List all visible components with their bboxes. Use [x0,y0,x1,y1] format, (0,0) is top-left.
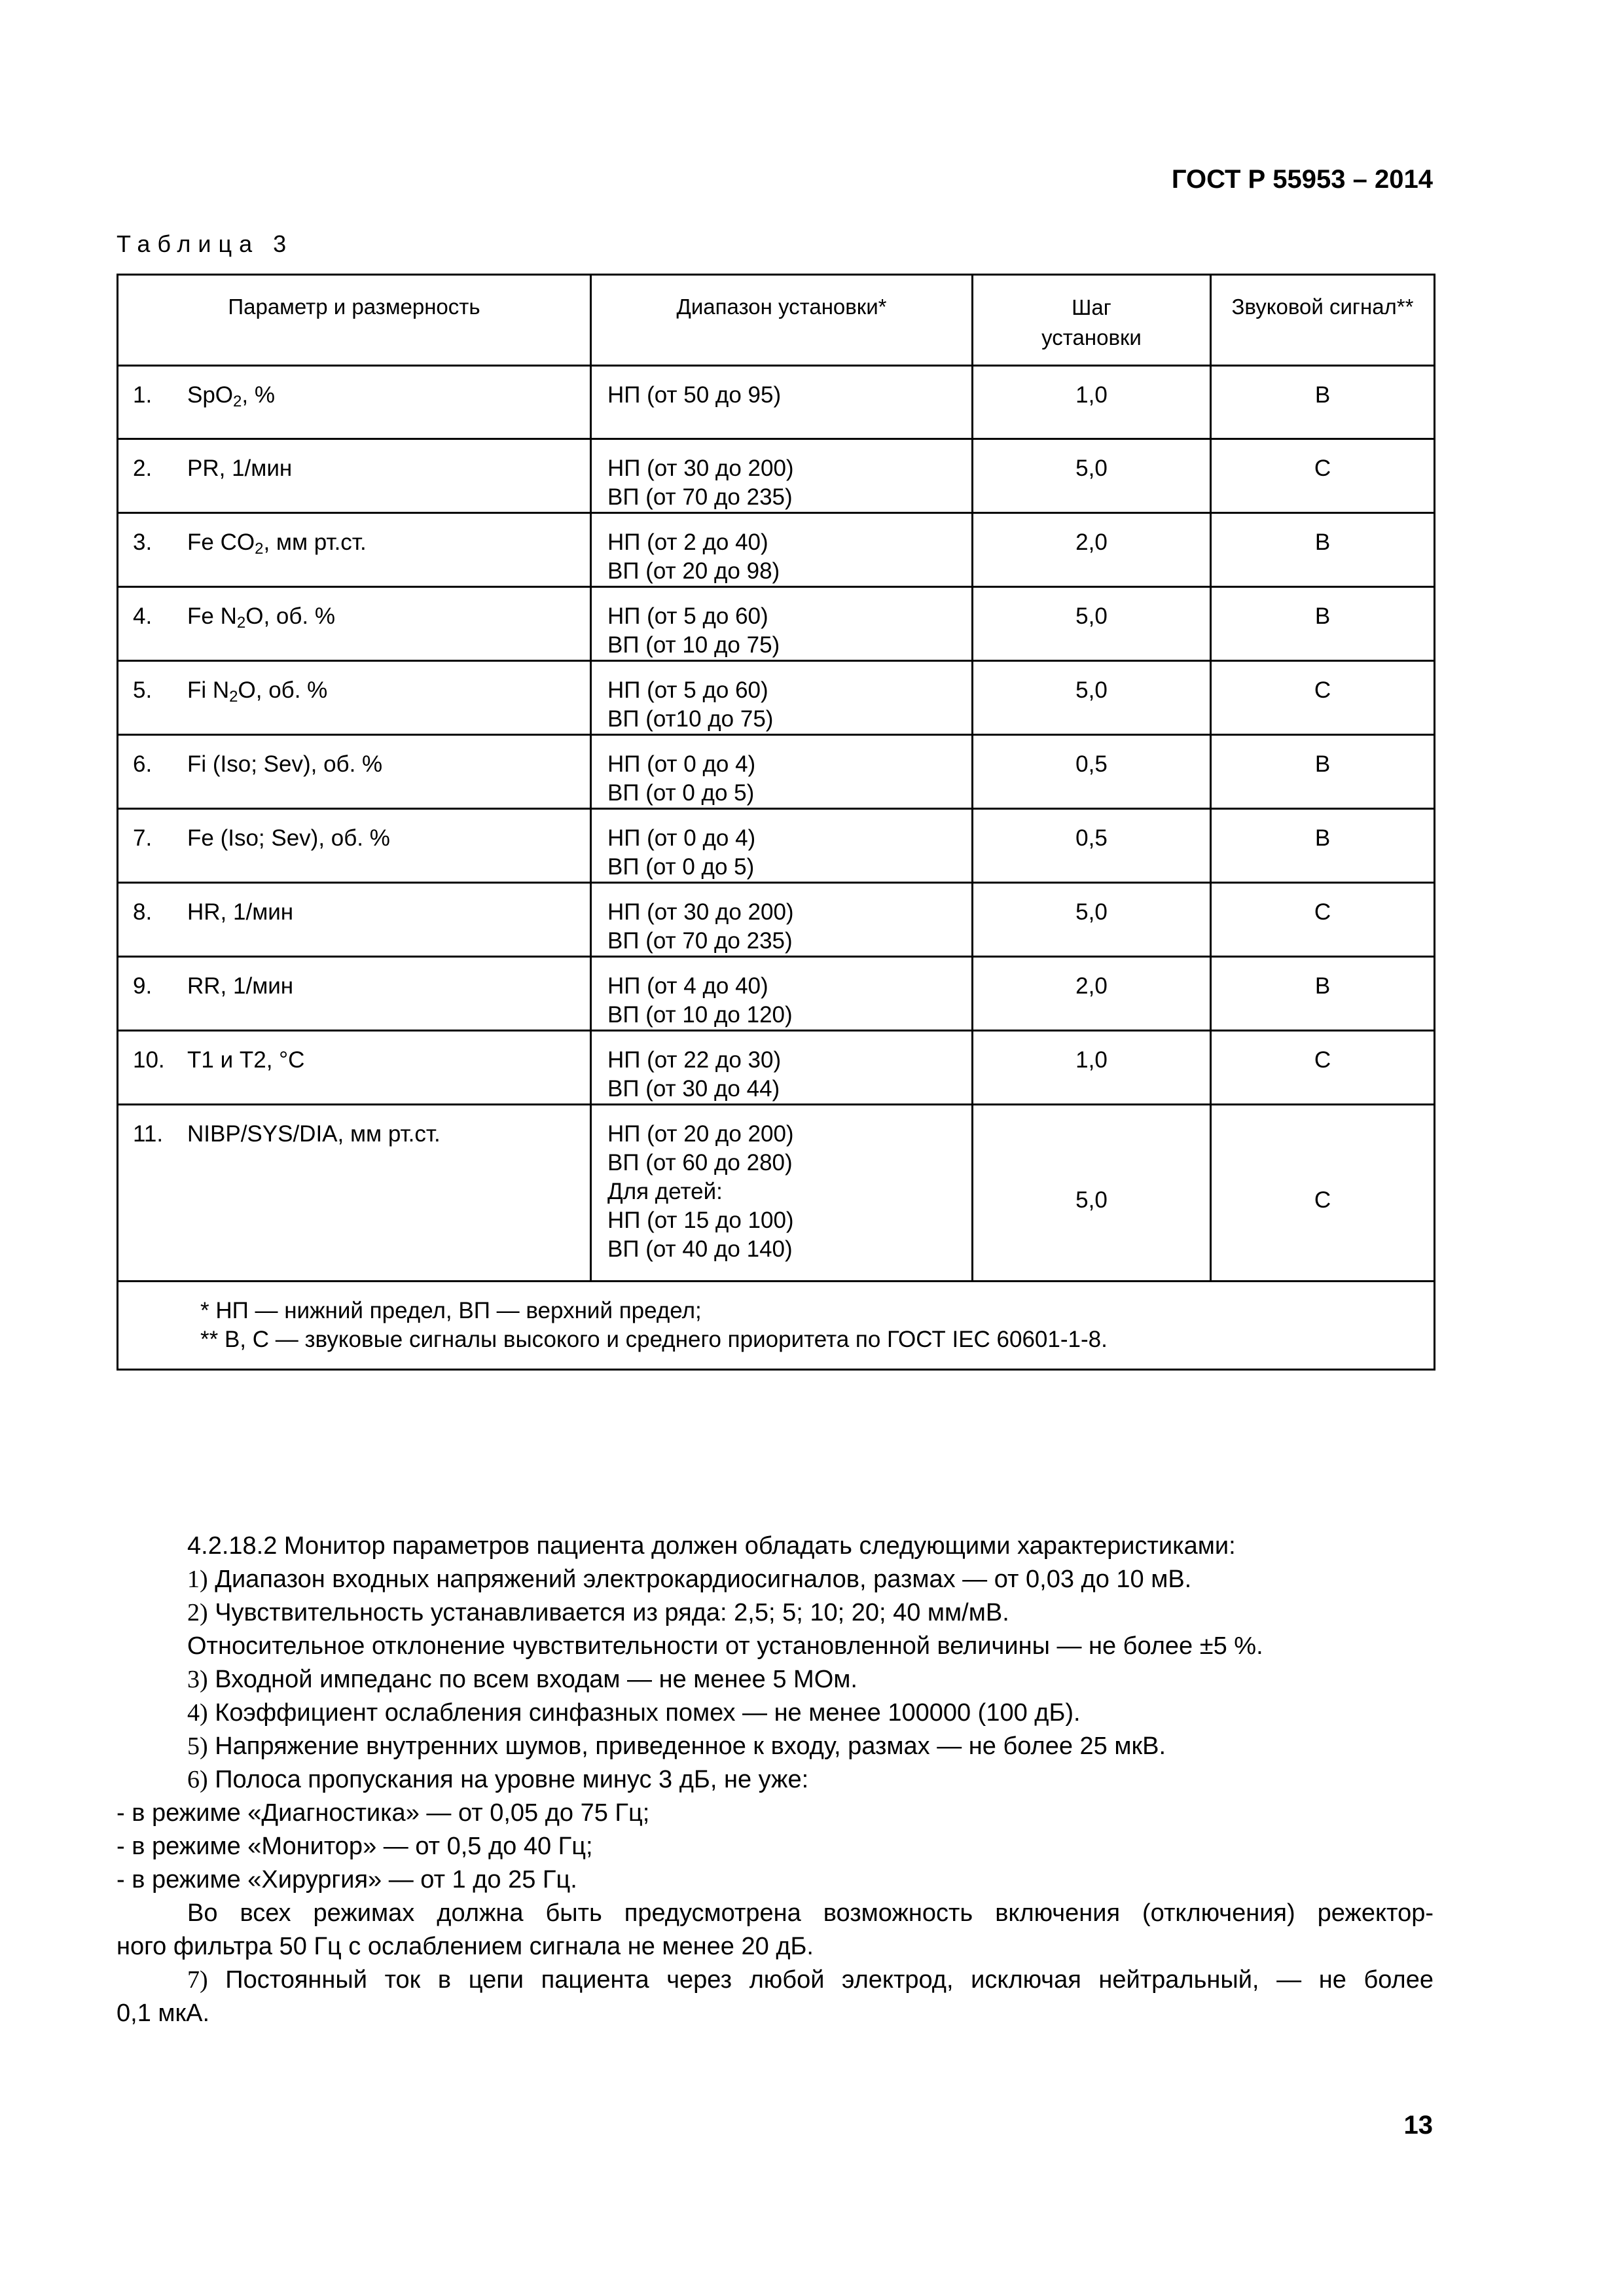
range-cell [591,1031,973,1105]
item7-line2: 0,1 мкА. [117,2000,210,2027]
header-step: Шаг установки [973,275,1211,366]
range-line: НП (от 30 до 200) [607,456,794,481]
item7-line1: 7) Постоянный ток в цепи пациента через любой электрод, исключая нейтральный, — не более [187,1966,1434,1994]
table-notes [118,1282,1435,1370]
param-name: NIBP/SYS/DIA, мм рт.ст. [187,1121,441,1147]
table-row [118,439,1435,513]
sound-cell: В [1211,809,1435,883]
range-line: НП (от 2 до 40) [607,529,768,555]
row-number: 1. [133,382,153,408]
param-cell [118,439,591,513]
sound-cell: В [1211,366,1435,439]
param-cell [118,735,591,809]
header-sound: Звуковой сигнал** [1211,275,1435,366]
sound-cell: С [1211,439,1435,513]
param-name: Т1 и Т2, °С [187,1047,305,1073]
param-name: HR, 1/мин [187,899,294,925]
row-number: 9. [133,973,153,999]
document-code: ГОСТ Р 55953 – 2014 [1171,165,1433,194]
param-name: Fi $N_2O$, об. % [187,677,328,706]
param-cell [118,513,591,587]
table-header-row [118,275,1435,366]
row-number: 4. [133,603,153,629]
range-line: ВП (от 70 до 235) [607,484,793,510]
sound-cell: С [1211,1031,1435,1105]
mode-line: - в режиме «Монитор» — от 0,5 до 40 Гц; [117,1833,593,1860]
table-row [118,1031,1435,1105]
list-item: 3) Входной импеданс по всем входам — не менее 5 МОм. [187,1666,857,1693]
header-param: Параметр и размерность [118,275,591,366]
table-notes-row [118,1282,1435,1370]
param-cell [118,883,591,957]
param-cell [118,957,591,1031]
row-number: 5. [133,677,153,703]
range-line: ВП (от 20 до 98) [607,558,780,584]
header-range: Диапазон установки* [591,275,973,366]
range-line: ВП (от 10 до 75) [607,632,780,658]
range-line: НП (от 0 до 4) [607,825,756,851]
table-row [118,366,1435,439]
range-line: НП (от 5 до 60) [607,677,768,703]
parameters-table [117,274,1435,1371]
sound-cell: В [1211,735,1435,809]
range-line: НП (от 0 до 4) [607,751,756,777]
step-cell: 0,5 [973,735,1211,809]
sound-cell: В [1211,957,1435,1031]
range-line: НП (от 5 до 60) [607,603,768,629]
param-name: RR, 1/мин [187,973,294,999]
sound-cell: С [1211,661,1435,735]
range-line: ВП (от 40 до 140) [607,1236,793,1262]
row-number: 7. [133,825,153,851]
range-line: НП (от 50 до 95) [607,382,782,408]
table-row [118,809,1435,883]
sound-cell: С [1211,883,1435,957]
table-row [118,661,1435,735]
range-cell [591,1105,973,1282]
step-cell: 1,0 [973,1031,1211,1105]
sensitivity-note: Относительное отклонение чувствительности от установленной величины — не более ±5 %. [187,1632,1263,1660]
sound-cell: В [1211,513,1435,587]
param-cell [118,587,591,661]
step-cell: 1,0 [973,366,1211,439]
range-cell [591,366,973,439]
row-number: 8. [133,899,153,925]
param-cell [118,1105,591,1282]
list-item: 4) Коэффициент ослабления синфазных помех — не менее 100000 (100 дБ). [187,1699,1081,1727]
list-item: 5) Напряжение внутренних шумов, приведенное к входу, размах — не более 25 мкВ. [187,1732,1166,1760]
mode-line: - в режиме «Диагностика» — от 0,05 до 75 Гц; [117,1799,650,1827]
row-number: 2. [133,456,153,481]
table-row [118,1105,1435,1282]
range-line: НП (от 15 до 100) [607,1208,794,1233]
table-row [118,957,1435,1031]
clause-intro: 4.2.18.2 Монитор параметров пациента должен обладать следующими характеристиками: [187,1532,1236,1560]
range-cell [591,883,973,957]
sound-cell: С [1211,1105,1435,1282]
range-line: ВП (от 0 до 5) [607,854,755,880]
note-limits: * НП — нижний предел, ВП — верхний предел; [200,1298,702,1323]
mode-line: - в режиме «Хирургия» — от 1 до 25 Гц. [117,1866,577,1893]
param-cell [118,809,591,883]
step-cell: 5,0 [973,883,1211,957]
list-item: 2) Чувствительность устанавливается из ряда: 2,5; 5; 10; 20; 40 мм/мВ. [187,1599,1009,1626]
step-cell: 5,0 [973,587,1211,661]
range-line: ВП (от10 до 75) [607,706,774,732]
param-name: Fe (Iso; Sev), об. % [187,825,390,851]
table-row [118,587,1435,661]
step-cell: 5,0 [973,661,1211,735]
range-cell [591,661,973,735]
table-row [118,883,1435,957]
row-number: 3. [133,529,153,555]
step-cell: 2,0 [973,513,1211,587]
sound-cell: В [1211,587,1435,661]
param-name: Fi (Iso; Sev), об. % [187,751,383,777]
param-name: Fe $N_2O$, об. % [187,603,335,632]
table-row [118,513,1435,587]
range-line: НП (от 30 до 200) [607,899,794,925]
row-number: 10. [133,1047,165,1073]
range-cell [591,587,973,661]
range-cell [591,957,973,1031]
param-cell [118,1031,591,1105]
note-signals: ** В, С — звуковые сигналы высокого и среднего приоритета по ГОСТ IEC 60601-1-8. [200,1327,1108,1352]
range-line: ВП (от 30 до 44) [607,1076,780,1102]
step-cell: 2,0 [973,957,1211,1031]
page-number: 13 [1403,2111,1433,2140]
param-name: PR, 1/мин [187,456,293,481]
row-number: 11. [133,1121,164,1147]
range-line: ВП (от 70 до 235) [607,928,793,954]
range-line: Для детей: [607,1179,723,1204]
filter-paragraph-line1: Во всех режимах должна быть предусмотрена возможность включения (отключения) режектор- [187,1899,1434,1927]
step-cell: 5,0 [973,1105,1211,1282]
param-cell [118,661,591,735]
body-text [117,1530,1434,2030]
row-number: 6. [133,751,153,777]
range-cell [591,513,973,587]
step-cell: 5,0 [973,439,1211,513]
filter-paragraph-line2: ного фильтра 50 Гц с ослаблением сигнала не менее 20 дБ. [117,1933,814,1960]
range-line: ВП (от 0 до 5) [607,780,755,806]
param-name: SpO$_2$, % [187,382,275,410]
range-line: НП (от 4 до 40) [607,973,768,999]
range-cell [591,439,973,513]
step-cell: 0,5 [973,809,1211,883]
range-cell [591,809,973,883]
range-line: НП (от 22 до 30) [607,1047,782,1073]
list-item: 1) Диапазон входных напряжений электрокардиосигналов, размах — от 0,03 до 10 мВ. [187,1566,1192,1593]
table-row [118,735,1435,809]
param-cell [118,366,591,439]
range-line: НП (от 20 до 200) [607,1121,794,1147]
param-name: Fe $CO_2$, мм рт.ст. [187,529,367,558]
range-line: ВП (от 60 до 280) [607,1150,793,1175]
range-cell [591,735,973,809]
list-item: 6) Полоса пропускания на уровне минус 3 дБ, не уже: [187,1766,809,1793]
range-line: ВП (от 10 до 120) [607,1002,793,1028]
table-caption: Таблица 3 [117,230,294,257]
